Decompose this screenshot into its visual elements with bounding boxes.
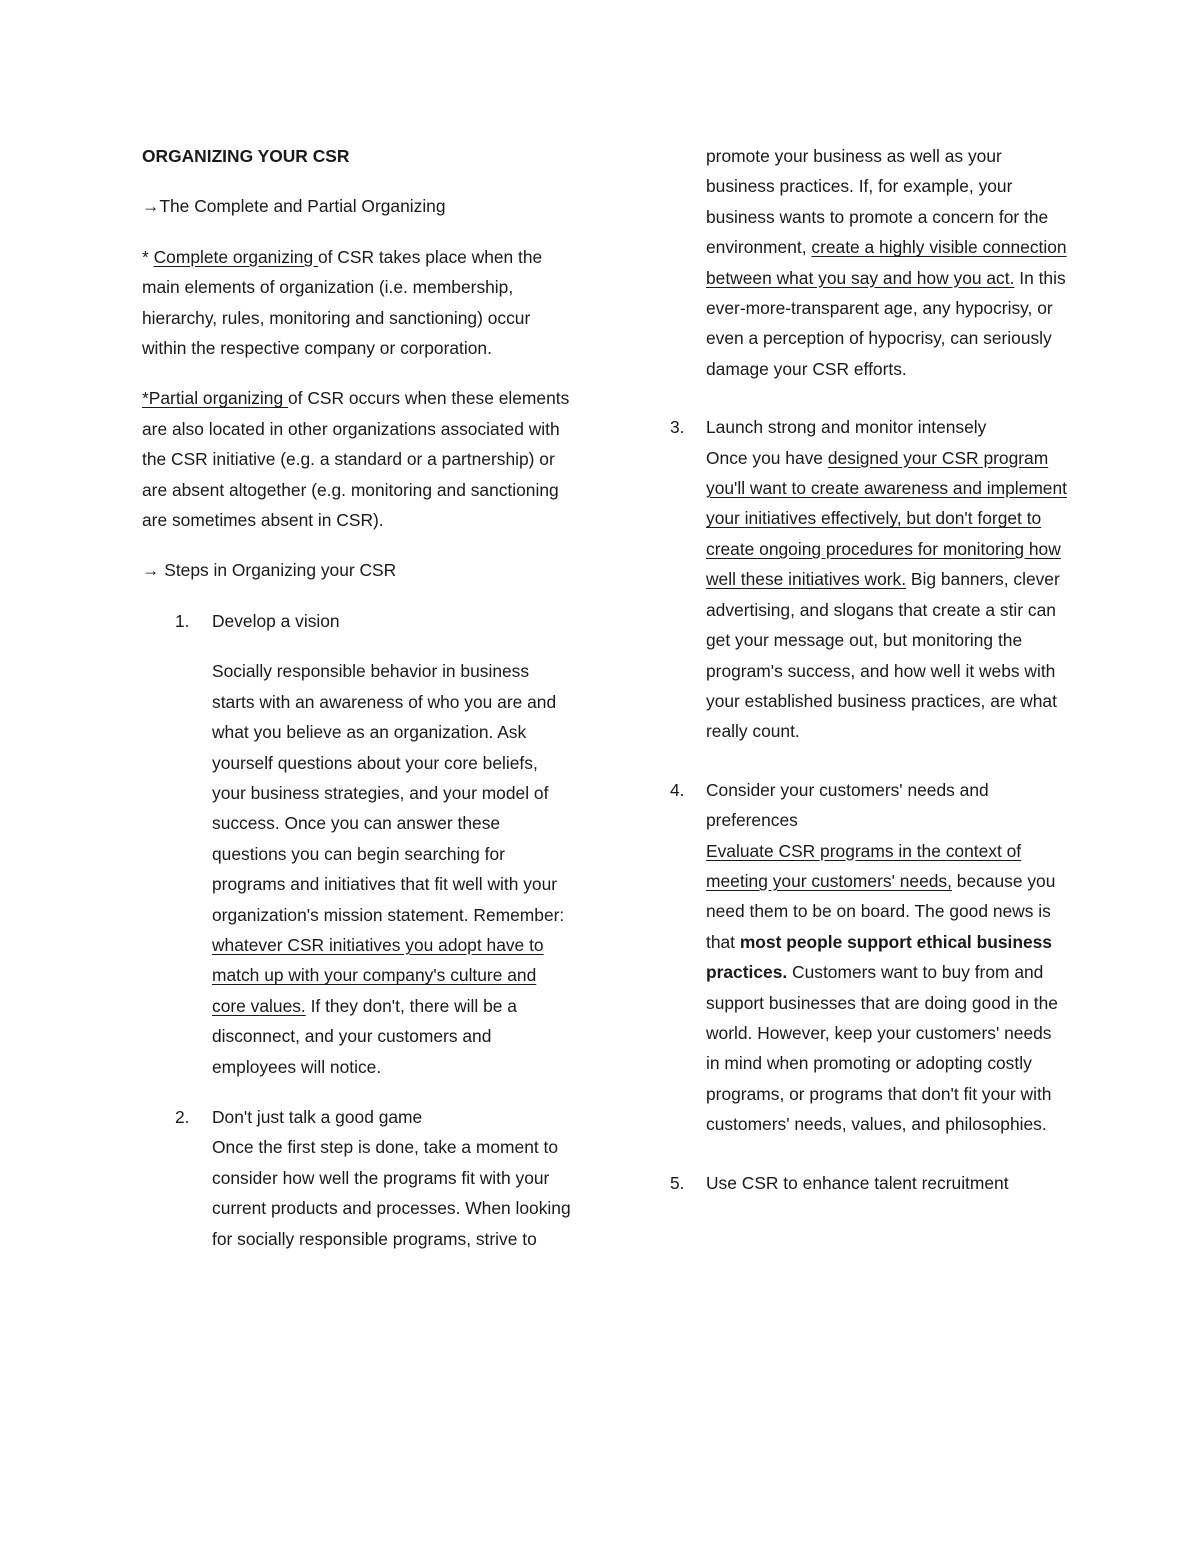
step-title: Consider your customers' needs and preferences bbox=[706, 779, 989, 831]
step-5 bbox=[670, 1168, 1068, 1198]
step-title: Launch strong and monitor intensely bbox=[706, 417, 987, 438]
step-body: Socially responsible behavior in business starts with an awareness of who you are and what you believe as an organization. Ask yourself questions about your core beliefs, your business strategies, and your model of success. Once you can answer these questions you can begin searching for programs and initiatives that fit well with your organization's mission statement. Remember: whatever CSR initiatives you adopt have to match up with your company's culture and core values. If they don't, there will be a disconnect, and your customers and employees will notice. bbox=[212, 661, 565, 1077]
step-number: 3. bbox=[670, 417, 685, 438]
partial-organizing-term: *Partial organizing bbox=[142, 388, 288, 409]
step-title: Use CSR to enhance talent recruitment bbox=[706, 1172, 1009, 1193]
step-number: 2. bbox=[175, 1106, 190, 1127]
document-title: ORGANIZING YOUR CSR bbox=[142, 146, 350, 166]
section-heading-steps: → Steps in Organizing your CSR bbox=[142, 560, 397, 581]
step-body: Once the first step is done, take a moment to consider how well the programs fit with your current products and processes. When looking for socially responsible programs, strive to bbox=[212, 1137, 571, 1249]
partial-organizing-paragraph: *Partial organizing of CSR occurs when these elements are also located in other organizations associated with the CSR initiative (e.g. a standard or a partnership) or are absent altogether (e.g. monitoring and sanctioning are sometimes absent in CSR). bbox=[142, 388, 570, 531]
complete-organizing-paragraph: * Complete organizing of CSR takes place when the main elements of organization (i.e. membership, hierarchy, rules, monitoring and sanctioning) occur within the respective company or corporation. bbox=[142, 246, 543, 359]
left-column bbox=[142, 141, 572, 1254]
step-2-body-continued: promote your business as well as your business practices. If, for example, your business wants to promote a concern for the environment, create a highly visible connection between what you say and how you act. In this ever-more-transparent age, any hypocrisy, or even a perception of hypocrisy, can seriously damage your CSR efforts. bbox=[706, 146, 1067, 379]
step-body: Evaluate CSR programs in the context of meeting your customers' needs, because you need them to be on board. The good news is that most people support ethical business practices. Customers want to buy from and support businesses that are doing good in the world. However, keep your customers' needs in mind when promoting or adopting costly programs, or programs that don't fit your with customers' needs, values, and philosophies. bbox=[706, 840, 1058, 1135]
complete-organizing-term: Complete organizing bbox=[153, 246, 318, 267]
step-body: Once you have designed your CSR program you'll want to create awareness and implement your initiatives effectively, but don't forget to create ongoing procedures for monitoring how well these initiatives work. Big banners, clever advertising, and slogans that create a stir can get your message out, but monitoring the program's success, and how well it webs with your established business practices, are what really count. bbox=[706, 447, 1067, 742]
step-number: 5. bbox=[670, 1172, 685, 1193]
step-3 bbox=[670, 412, 1068, 746]
step-4 bbox=[670, 775, 1068, 1140]
arrow-icon: → bbox=[142, 560, 160, 581]
step-number: 4. bbox=[670, 779, 685, 800]
section-heading-complete-partial: →The Complete and Partial Organizing bbox=[142, 196, 446, 217]
right-column bbox=[670, 141, 1068, 1198]
step-title: Don't just talk a good game bbox=[212, 1106, 423, 1127]
step-2 bbox=[142, 1102, 572, 1254]
step-title: Develop a vision bbox=[212, 610, 340, 631]
step-number: 1. bbox=[175, 610, 190, 631]
arrow-icon: → bbox=[142, 196, 160, 217]
step-1 bbox=[142, 606, 572, 1082]
